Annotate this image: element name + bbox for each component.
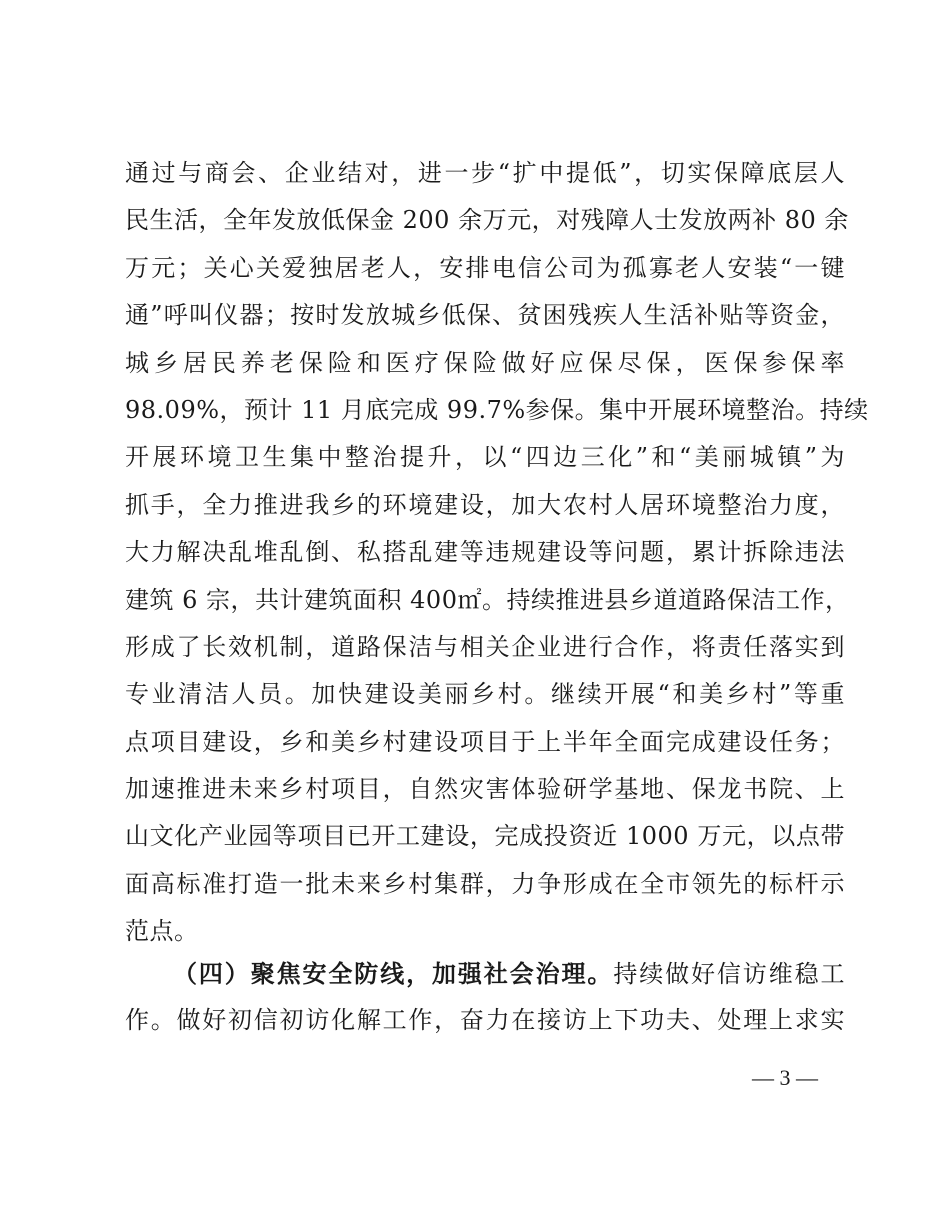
text-line: 万元；关心关爱独居老人，安排电信公司为孤寡老人安装“一键 <box>125 253 845 282</box>
text-line: 点项目建设，乡和美乡村建设项目于上半年全面完成建设任务； <box>125 727 845 756</box>
text-line: 面高标准打造一批未来乡村集群，力争形成在全市领先的标杆示 <box>125 869 845 898</box>
section-heading-line <box>125 950 845 997</box>
text-line: 建筑 6 宗，共计建筑面积 400㎡。持续推进县乡道道路保洁工作， <box>125 585 850 614</box>
text-line: 98.09%，预计 11 月底完成 99.7%参保。集中开展环境整治。持续 <box>125 395 869 424</box>
text-line: 开展环境卫生集中整治提升，以“四边三化”和“美丽城镇”为 <box>125 443 845 472</box>
text-line: 城乡居民养老保险和医疗保险做好应保尽保，医保参保率 <box>125 348 845 377</box>
text-line: 范点。 <box>125 917 199 946</box>
text-line: 形成了长效机制，道路保洁与相关企业进行合作，将责任落实到 <box>125 632 845 661</box>
section-paragraph <box>125 950 845 1045</box>
text-line: 通”呼叫仪器；按时发放城乡低保、贫困残疾人生活补贴等资金， <box>125 301 845 330</box>
text-line: 通过与商会、企业结对，进一步“扩中提低”，切实保障底层人 <box>125 159 845 187</box>
text-line: 加速推进未来乡村项目，自然灾害体验研学基地、保龙书院、上 <box>125 775 845 804</box>
page-number: — 3 — <box>752 1065 818 1090</box>
text-line: 山文化产业园等项目已开工建设，完成投资近 1000 万元，以点带 <box>125 822 845 851</box>
text-line: 作。做好初信初访化解工作，奋力在接访上下功夫、处理上求实 <box>125 1006 845 1035</box>
text-line: 民生活，全年发放低保金 200 余万元，对残障人士发放两补 80 余 <box>125 206 849 235</box>
text-run: 持续做好信访维稳工 <box>613 960 846 988</box>
text-line: 专业清洁人员。加快建设美丽乡村。继续开展“和美乡村”等重 <box>125 680 845 709</box>
text-line: 大力解决乱堆乱倒、私搭乱建等违规建设等问题，累计拆除违法 <box>125 538 845 567</box>
text-line: 抓手，全力推进我乡的环境建设，加大农村人居环境整治力度， <box>125 490 845 519</box>
body-paragraph <box>125 150 869 956</box>
section-heading: （四）聚焦安全防线，加强社会治理。 <box>173 959 614 988</box>
